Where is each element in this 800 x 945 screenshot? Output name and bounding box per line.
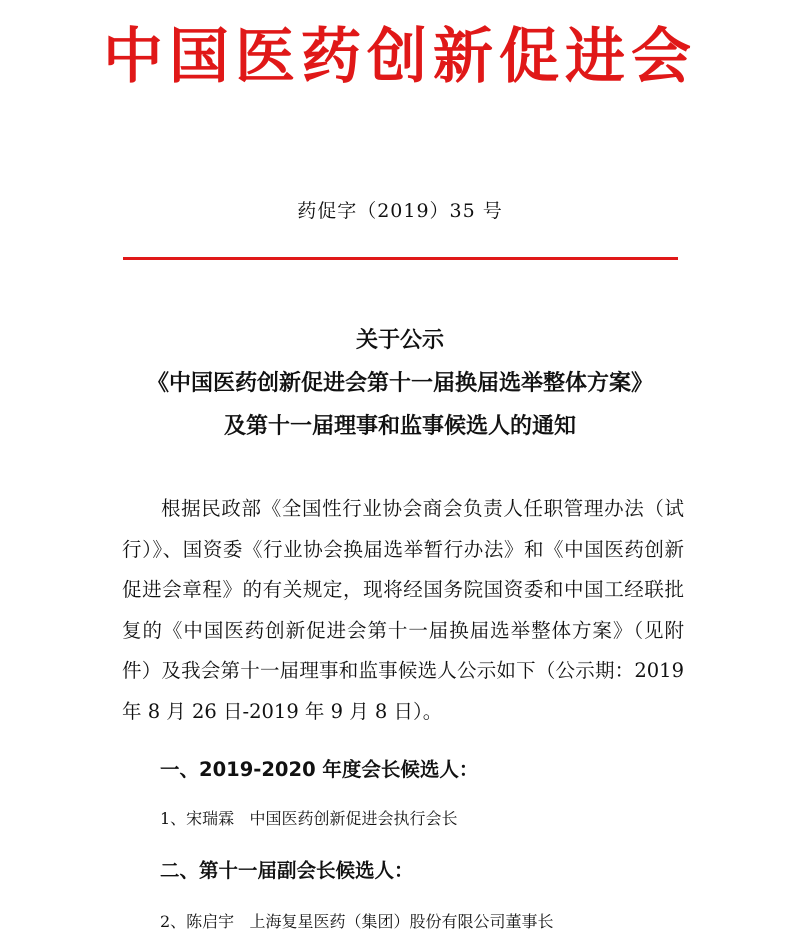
notice-title-line-2: 《中国医药创新促进会第十一届换届选举整体方案》 — [146, 371, 653, 396]
notice-title-line-3: 及第十一届理事和监事候选人的通知 — [223, 414, 576, 439]
candidate-item: 2、陈启宇 上海复星医药（集团）股份有限公司董事长 — [160, 912, 554, 931]
body-paragraph: 根据民政部《全国性行业协会商会负责人任职管理办法（试行）》、国资委《行业协会换届选举暂行办法》和《中国医药创新促进会章程》的有关规定，现将经国务院国资委和中国工经联批复的《中国医药创新促进会第十一届换届选举整体方案》（见附件）及我会第十一届理事和监事候选人公示如下（公示期：2019 年 8 月 26 日-2019 年 9 月 8 日）。 — [122, 497, 684, 723]
section-heading-vice-president: 二、第十一届副会长候选人： — [160, 859, 414, 882]
org-masthead: 中国医药创新促进会 — [103, 22, 697, 92]
candidate-item: 1、宋瑞霖 中国医药创新促进会执行会长 — [160, 809, 458, 828]
document-number: 药促字（2019）35 号 — [297, 200, 503, 222]
red-divider — [123, 257, 678, 260]
section-heading-president: 一、2019-2020 年度会长候选人： — [160, 758, 479, 781]
notice-title-line-1: 关于公示 — [355, 328, 444, 353]
